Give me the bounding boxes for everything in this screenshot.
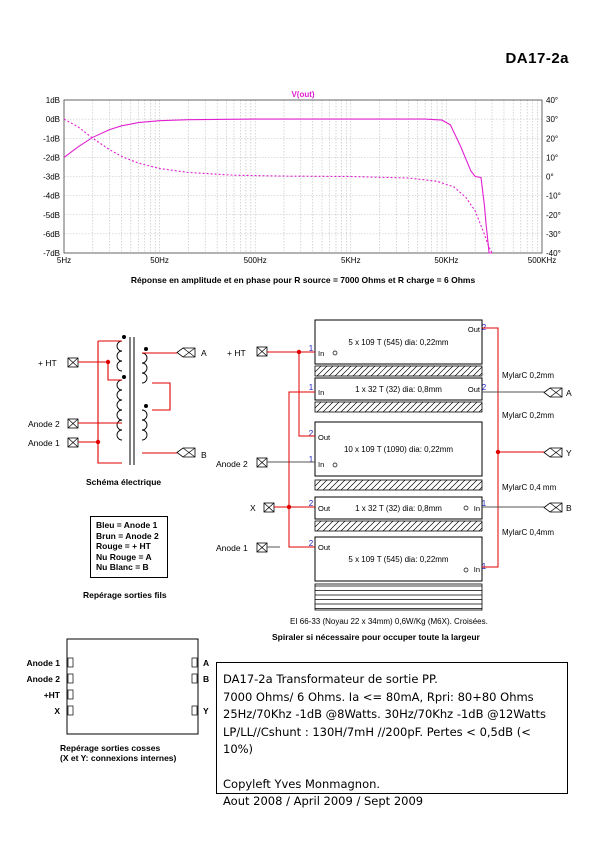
pin-circle bbox=[333, 351, 337, 355]
pin-circle bbox=[333, 463, 337, 467]
schematic-caption: Schéma électrique bbox=[86, 477, 162, 487]
pin-number: 2 bbox=[481, 383, 487, 392]
terminal-label: Out bbox=[467, 385, 480, 394]
description-box bbox=[216, 662, 568, 808]
terminal-left-label: Anode 1 bbox=[26, 658, 60, 668]
pin-number: 2 bbox=[308, 539, 314, 548]
terminal-label: Out bbox=[318, 543, 331, 552]
winding-label-y: Y bbox=[566, 448, 572, 458]
y-right-tick-label: -20° bbox=[546, 210, 561, 220]
y-right-tick-label: 40° bbox=[546, 96, 559, 105]
y-left-tick-label: -3dB bbox=[43, 172, 60, 182]
terminal-pin bbox=[68, 690, 73, 699]
wire-ht-link bbox=[299, 352, 315, 436]
chart-caption: Réponse en amplitude et en phase pour R source = 7000 Ohms et R charge = 6 Ohms bbox=[130, 275, 476, 285]
schematic-label-anode1: Anode 1 bbox=[28, 438, 60, 448]
y-left-tick-label: -5dB bbox=[43, 210, 60, 220]
winding-label-b: B bbox=[566, 503, 572, 513]
winding-connector-y bbox=[544, 448, 562, 457]
mylar-label: MylarC 0,4 mm bbox=[502, 483, 557, 492]
winding-connector-a bbox=[544, 388, 562, 397]
pin-number: 2 bbox=[308, 429, 314, 438]
y-right-tick-label: 10° bbox=[546, 153, 559, 163]
terminal-right-label: A bbox=[203, 658, 210, 668]
description-line bbox=[223, 759, 561, 776]
winding-label-a: A bbox=[566, 388, 572, 398]
terminal-left-label: X bbox=[54, 706, 60, 716]
wire-secondary-link bbox=[152, 383, 170, 410]
description-line: Aout 2008 / April 2009 / Sept 2009 bbox=[223, 794, 424, 808]
terminal-label: Out bbox=[318, 504, 331, 513]
polarity-dot bbox=[144, 404, 148, 408]
junction-dot bbox=[106, 360, 110, 364]
terminal-pin bbox=[192, 658, 197, 667]
secondary-coil-lower bbox=[142, 410, 147, 440]
terminal-right-label: B bbox=[203, 674, 210, 684]
y-right-tick-label: -10° bbox=[546, 191, 561, 201]
y-left-tick-label: 1dB bbox=[45, 96, 60, 105]
polarity-dot bbox=[144, 347, 148, 351]
terminal-label: In bbox=[318, 349, 325, 358]
schematic-label-a: A bbox=[201, 348, 207, 358]
terminal-caption-2: (X et Y: connexions internes) bbox=[60, 753, 177, 763]
description-line: 7000 Ohms/ 6 Ohms. Ia <= 80mA, Rpri: 80+80 Ohms bbox=[223, 689, 534, 704]
terminal-label: In bbox=[318, 460, 325, 469]
legend-line: Nu Blanc = B bbox=[96, 562, 149, 572]
description-line: Copyleft Yves Monmagnon. bbox=[223, 776, 381, 791]
terminal-right-label: Y bbox=[203, 706, 209, 716]
pin-number: 1 bbox=[308, 455, 314, 464]
secondary-coil-upper bbox=[142, 353, 147, 383]
winding-label-anode2: Anode 2 bbox=[216, 459, 248, 469]
terminal-caption-1: Repérage sorties cosses bbox=[60, 743, 161, 753]
y-left-tick-label: -6dB bbox=[43, 229, 60, 239]
pin-number: 1 bbox=[308, 383, 314, 392]
y-right-tick-label: 20° bbox=[546, 134, 559, 144]
polarity-dot bbox=[122, 335, 126, 339]
terminal-diagram bbox=[26, 639, 209, 734]
wiring-caption: Repérage sorties fils bbox=[83, 590, 167, 600]
wire-x-up bbox=[289, 392, 315, 507]
y-right-tick-label: -30° bbox=[546, 229, 561, 239]
winding-caption: Spiraler si nécessaire pour occuper toute la largeur bbox=[272, 632, 480, 642]
pin-circle bbox=[464, 568, 468, 572]
schematic-label-anode2: Anode 2 bbox=[28, 419, 60, 429]
x-tick-label: 50KHz bbox=[434, 256, 459, 265]
mylar-label: MylarC 0,2mm bbox=[502, 371, 555, 380]
schematic-connector-b bbox=[177, 448, 195, 457]
pin-circle bbox=[464, 506, 468, 510]
pin-number: 1 bbox=[481, 562, 487, 571]
y-left-tick-label: -7dB bbox=[43, 249, 60, 258]
description-line: LP/LL//Cshunt : 130H/7mH //200pF. Pertes < 0,5dB (< 10%) bbox=[223, 724, 531, 756]
x-tick-label: 500KHz bbox=[527, 256, 557, 265]
polarity-dot bbox=[122, 375, 126, 379]
terminal-block bbox=[67, 639, 198, 734]
pin-number: 1 bbox=[308, 344, 314, 353]
description-line: 25Hz/70Khz -1dB @8Watts. 30Hz/70Khz -1dB @12Watts bbox=[223, 707, 546, 721]
y-left-tick-label: -1dB bbox=[43, 134, 60, 144]
terminal-pin bbox=[68, 658, 73, 667]
wire-primary-ends bbox=[482, 328, 498, 567]
winding-label: 5 x 109 T (545) dia: 0,22mm bbox=[348, 338, 449, 347]
y-right-tick-label: 30° bbox=[546, 115, 559, 125]
winding-label: 10 x 109 T (1090) dia: 0,22mm bbox=[343, 445, 454, 454]
phase-series-line bbox=[64, 119, 492, 253]
x-tick-label: 50Hz bbox=[150, 256, 169, 265]
terminal-label: In bbox=[318, 388, 325, 397]
terminal-pin bbox=[68, 706, 73, 715]
x-tick-label: 500Hz bbox=[243, 256, 267, 265]
junction-dot bbox=[297, 350, 301, 354]
description-line: DA17-2a Transformateur de sortie PP. bbox=[223, 672, 438, 686]
winding-connector-b bbox=[544, 503, 562, 512]
schematic-connector-a bbox=[177, 348, 195, 357]
winding-label: 1 x 32 T (32) dia: 0,8mm bbox=[355, 504, 442, 513]
legend-line: Brun = Anode 2 bbox=[96, 530, 159, 541]
amplitude-series-line bbox=[64, 119, 492, 253]
winding-diagram bbox=[216, 320, 572, 610]
mylar-label: MylarC 0,4mm bbox=[502, 528, 555, 537]
schematic-diagram bbox=[28, 335, 207, 465]
core-stack bbox=[315, 584, 482, 610]
mylar-label: MylarC 0,2mm bbox=[502, 411, 555, 420]
terminal-label: In bbox=[473, 565, 480, 574]
terminal-pin bbox=[192, 706, 197, 715]
winding-label: 5 x 109 T (545) dia: 0,22mm bbox=[348, 555, 449, 564]
x-tick-label: 5KHz bbox=[341, 256, 361, 265]
terminal-pin bbox=[68, 674, 73, 683]
core-note: EI 66-33 (Noyau 22 x 34mm) 0,6W/Kg (M6X). Croisées. bbox=[290, 617, 488, 626]
winding-label-anode1: Anode 1 bbox=[216, 543, 248, 553]
winding-label: 1 x 32 T (32) dia: 0,8mm bbox=[355, 385, 442, 394]
junction-dot bbox=[496, 450, 500, 454]
legend-line: Rouge = + HT bbox=[96, 541, 151, 551]
junction-dot bbox=[96, 440, 100, 444]
terminal-left-label: +HT bbox=[43, 690, 60, 700]
pin-number: 2 bbox=[308, 499, 314, 508]
winding-label-ht: + HT bbox=[227, 348, 246, 358]
primary-coil-middle bbox=[117, 380, 122, 420]
wire-color-legend bbox=[90, 516, 168, 578]
schematic-label-b: B bbox=[201, 450, 207, 460]
terminal-label: In bbox=[473, 504, 480, 513]
y-right-tick-label: 0° bbox=[546, 172, 554, 182]
terminal-label: Out bbox=[467, 325, 480, 334]
pin-number: 1 bbox=[481, 499, 487, 508]
chart-title: V(out) bbox=[291, 90, 315, 99]
document-title: DA17-2a bbox=[505, 50, 569, 67]
y-left-tick-label: -4dB bbox=[43, 191, 60, 201]
y-left-tick-label: -2dB bbox=[43, 153, 60, 163]
x-tick-label: 5Hz bbox=[56, 256, 72, 265]
junction-dot bbox=[287, 505, 291, 509]
terminal-pin bbox=[192, 674, 197, 683]
legend-line: Bleu = Anode 1 bbox=[96, 520, 158, 530]
primary-coil-upper bbox=[117, 341, 122, 371]
y-left-tick-label: 0dB bbox=[45, 115, 60, 125]
bode-chart bbox=[43, 90, 561, 265]
winding-label-x: X bbox=[250, 503, 256, 513]
terminal-left-label: Anode 2 bbox=[26, 674, 60, 684]
terminal-label: Out bbox=[318, 433, 331, 442]
legend-line: Nu Rouge = A bbox=[96, 551, 152, 562]
y-right-tick-label: -40° bbox=[546, 249, 561, 258]
schematic-label-ht: + HT bbox=[38, 358, 57, 368]
pin-number: 2 bbox=[481, 323, 487, 332]
